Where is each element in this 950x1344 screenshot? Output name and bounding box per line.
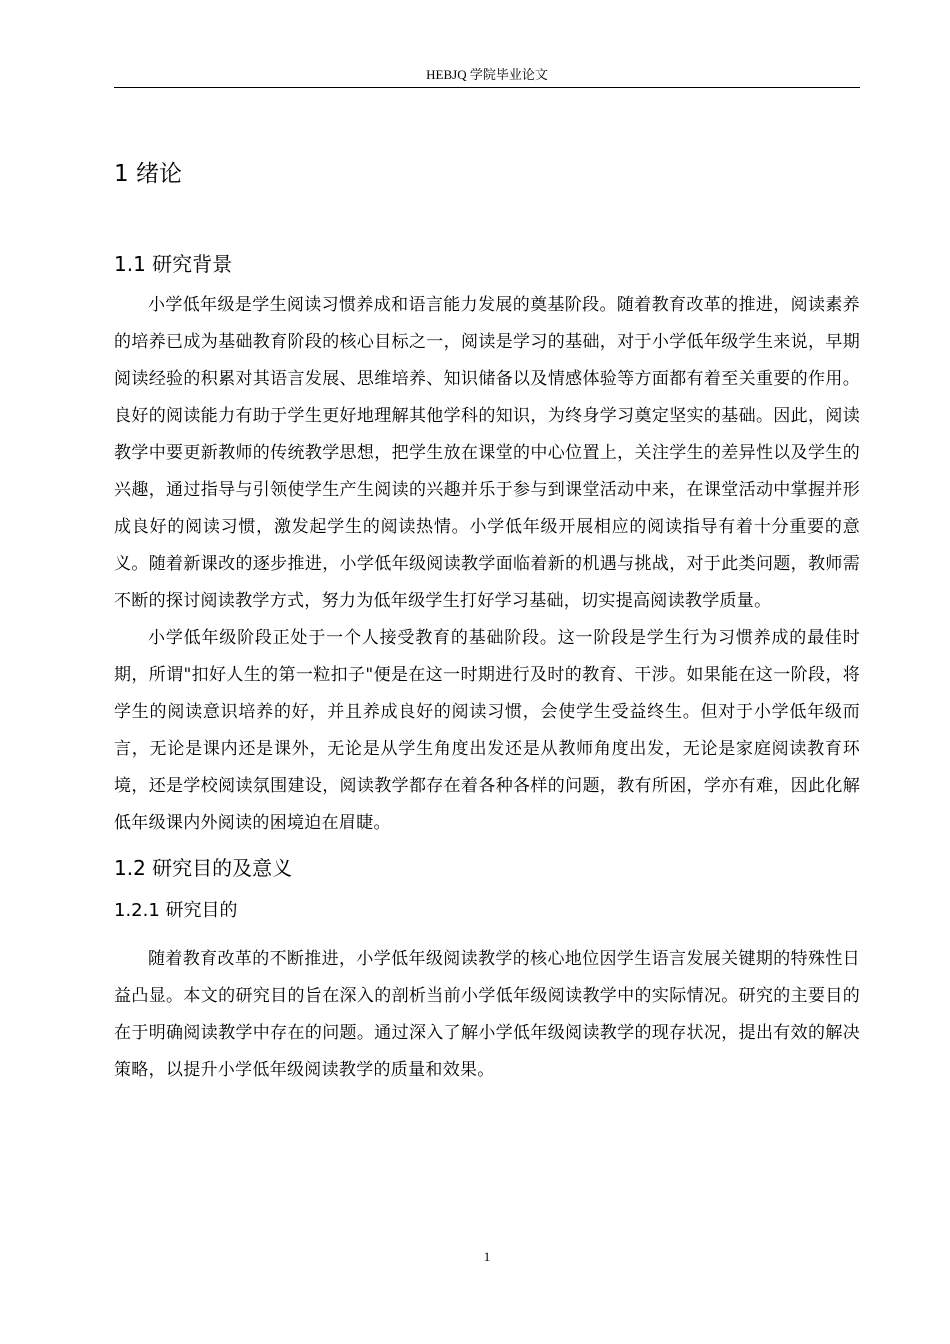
page-number: 1 [483,1249,491,1264]
running-header: HEBJQ 学院毕业论文 [426,67,548,82]
header-rule [114,87,860,88]
section-title-research-background: 1.1 研究背景 [114,252,233,276]
paragraph: 小学低年级是学生阅读习惯养成和语言能力发展的奠基阶段。随着教育改革的推进，阅读素养的培养已成为基础教育阶段的核心目标之一，阅读是学习的基础，对于小学低年级学生来说，早期阅读经验的积累对其语言发展、思维培养、知识储备以及情感体验等方面都有着至关重要的作用。良好的阅读能力有助于学生更好地理解其他学科的知识，为终身学习奠定坚实的基础。因此，阅读教学中要更新教师的传统教学思想，把学生放在课堂的中心位置上，关注学生的差异性以及学生的兴趣，通过指导与引领使学生产生阅读的兴趣并乐于参与到课堂活动中来，在课堂活动中掌握并形成良好的阅读习惯，激发起学生的阅读热情。小学低年级开展相应的阅读指导有着十分重要的意义。随着新课改的逐步推进，小学低年级阅读教学面临着新的机遇与挑战，对于此类问题，教师需不断的探讨阅读教学方式，努力为低年级学生打好学习基础，切实提高阅读教学质量。 [114,295,860,611]
subsection-title-research-purpose: 1.2.1 研究目的 [114,900,238,921]
paragraph: 小学低年级阶段正处于一个人接受教育的基础阶段。这一阶段是学生行为习惯养成的最佳时期，所谓"扣好人生的第一粒扣子"便是在这一时期进行及时的教育、干涉。如果能在这一阶段，将学生的阅读意识培养的好，并且养成良好的阅读习惯，会使学生受益终生。但对于小学低年级而言，无论是课内还是课外，无论是从学生角度出发还是从教师角度出发，无论是家庭阅读教育环境，还是学校阅读氛围建设，阅读教学都存在着各种各样的问题，教有所困，学亦有难，因此化解低年级课内外阅读的困境迫在眉睫。 [114,628,860,833]
page-body [114,150,860,1089]
section-title-purpose-and-significance: 1.2 研究目的及意义 [114,856,293,880]
chapter-title: 1 绪论 [114,161,182,187]
paragraph: 随着教育改革的不断推进，小学低年级阅读教学的核心地位因学生语言发展关键期的特殊性日益凸显。本文的研究目的旨在深入的剖析当前小学低年级阅读教学中的实际情况。研究的主要目的在于明确阅读教学中存在的问题。通过深入了解小学低年级阅读教学的现存状况，提出有效的解决策略，以提升小学低年级阅读教学的质量和效果。 [114,949,860,1080]
